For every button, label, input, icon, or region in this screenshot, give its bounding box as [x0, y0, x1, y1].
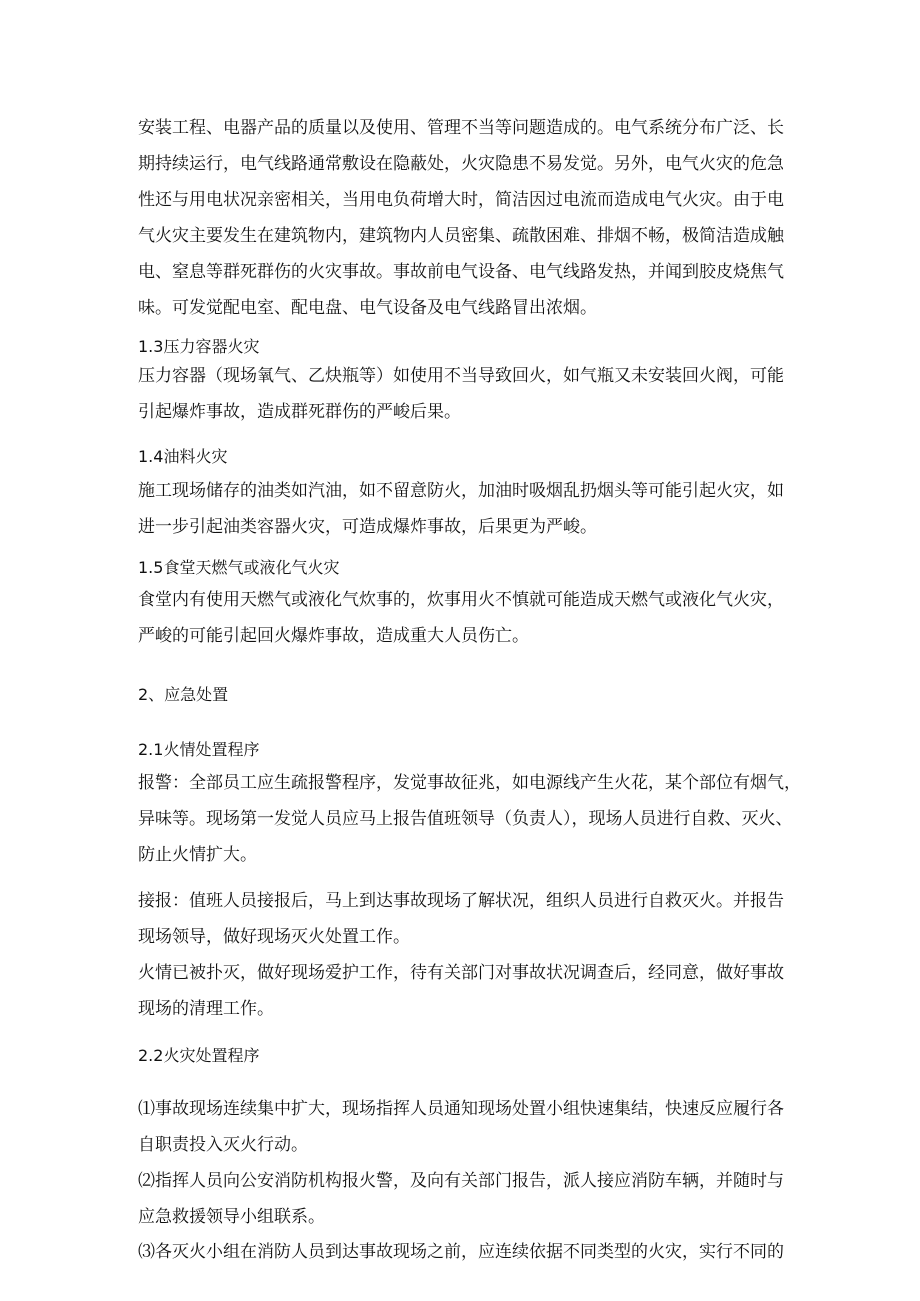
paragraph-alarm [138, 765, 801, 873]
paragraph-receive-report [138, 883, 798, 955]
text-line: 气火灾主要发生在建筑物内，建筑物内人员密集、疏散困难、排烟不畅，极简洁造成触 [138, 226, 784, 246]
text-line: 电、窒息等群死群伤的火灾事故。事故前电气设备、电气线路发热，并闻到胶皮烧焦气 [138, 262, 784, 282]
text-line: 味。可发觉配电室、配电盘、电气设备及电气线路冒出浓烟。 [138, 298, 597, 318]
section-heading-2: 2、应急处置 [138, 685, 229, 704]
text-line: 施工现场储存的油类如汽油，如不留意防火，加油时吸烟乱扔烟头等可能引起火灾，如 [138, 481, 784, 501]
paragraph-fuel-fire [138, 473, 798, 545]
text-line: 食堂内有使用天燃气或液化气炊事的，炊事用火不慎就可能造成天燃气或液化气火灾， [138, 590, 784, 610]
section-heading-1-4: 1.4油料火灾 [138, 447, 228, 466]
paragraph-step-1 [138, 1091, 798, 1163]
text-line: 接报：值班人员接报后，马上到达事故现场了解状况，组织人员进行自救灭火。并报告 [138, 891, 784, 911]
text-line: 现场领导，做好现场灭火处置工作。 [138, 927, 410, 947]
paragraph-pressure-vessel-fire [138, 358, 798, 430]
paragraph-after-extinguish [138, 955, 798, 1027]
section-heading-2-1: 2.1火情处置程序 [138, 740, 260, 759]
text-line: 应急救援领导小组联系。 [138, 1207, 325, 1227]
paragraph-step-3 [138, 1234, 798, 1270]
paragraph-step-2 [138, 1163, 798, 1235]
text-line: 现场的清理工作。 [138, 999, 274, 1019]
text-line: ⑶各灭火小组在消防人员到达事故现场之前，应连续依据不同类型的火灾，实行不同的 [138, 1242, 784, 1262]
section-heading-2-2: 2.2火灾处置程序 [138, 1046, 260, 1065]
text-line: 性还与用电状况亲密相关，当用电负荷增大时，简洁因过电流而造成电气火灾。由于电 [138, 190, 784, 210]
text-line: 严峻的可能引起回火爆炸事故，造成重大人员伤亡。 [138, 626, 529, 646]
text-line: 期持续运行，电气线路通常敷设在隐蔽处，火灾隐患不易发觉。另外，电气火灾的危急 [138, 154, 784, 174]
text-line: 压力容器（现场氧气、乙炔瓶等）如使用不当导致回火，如气瓶又未安装回火阀，可能 [138, 366, 784, 386]
text-line: 火情已被扑灭，做好现场爱护工作，待有关部门对事故状况调查后，经同意，做好事故 [138, 963, 784, 983]
paragraph-canteen-gas-fire [138, 582, 798, 654]
text-line: 报警：全部员工应生疏报警程序，发觉事故征兆，如电源线产生火花，某个部位有烟气， [138, 773, 801, 793]
section-heading-1-3: 1.3压力容器火灾 [138, 337, 260, 356]
text-line: 自职责投入灭火行动。 [138, 1135, 308, 1155]
text-line: 防止火情扩大。 [138, 845, 257, 865]
text-line: 安装工程、电器产品的质量以及使用、管理不当等问题造成的。电气系统分布广泛、长 [138, 118, 784, 138]
text-line: ⑴事故现场连续集中扩大，现场指挥人员通知现场处置小组快速集结，快速反应履行各 [138, 1099, 784, 1119]
text-line: 进一步引起油类容器火灾，可造成爆炸事故，后果更为严峻。 [138, 517, 597, 537]
text-line: 引起爆炸事故，造成群死群伤的严峻后果。 [138, 402, 461, 422]
text-line: 异味等。现场第一发觉人员应马上报告值班领导（负责人），现场人员进行自救、灭火、 [138, 809, 793, 829]
paragraph-electrical-fire [138, 110, 798, 326]
text-line: ⑵指挥人员向公安消防机构报火警，及向有关部门报告，派人接应消防车辆，并随时与 [138, 1171, 784, 1191]
section-heading-1-5: 1.5食堂天燃气或液化气火灾 [138, 558, 340, 577]
